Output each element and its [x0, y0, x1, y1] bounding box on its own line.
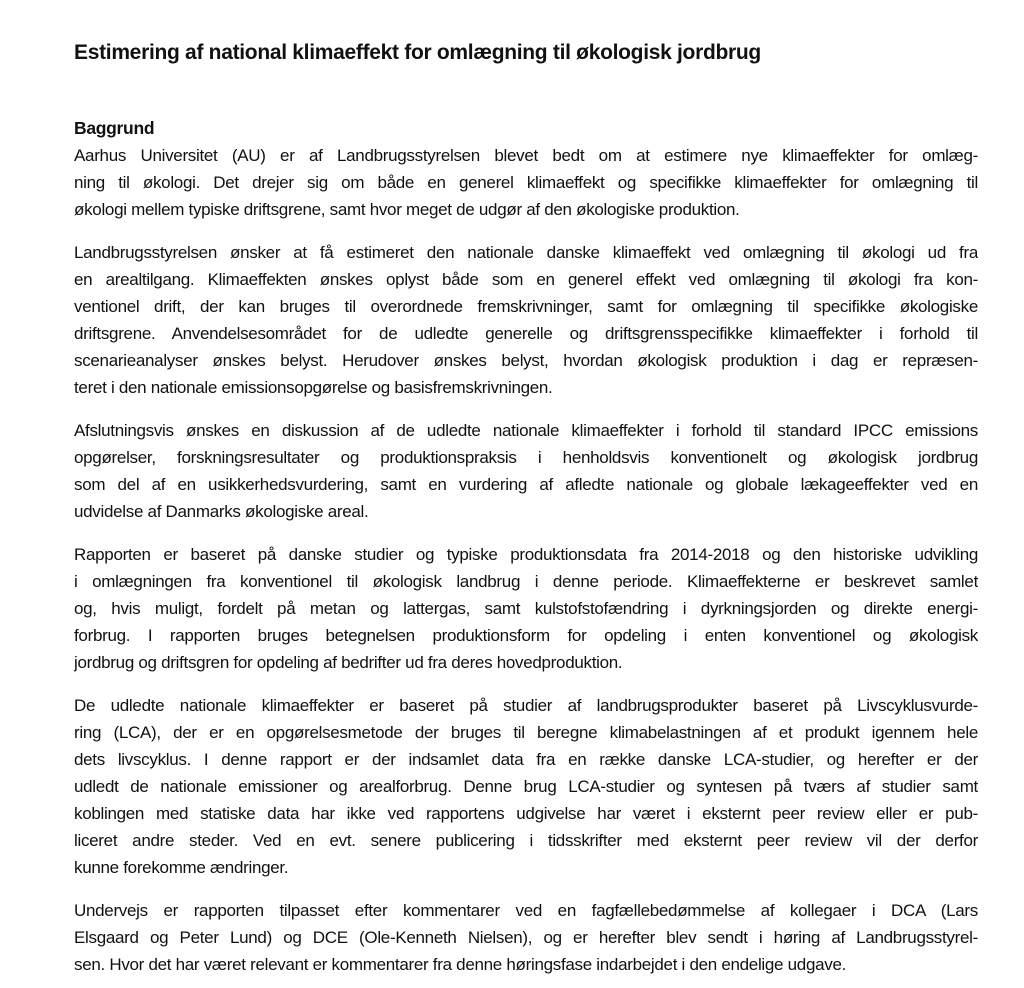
text-line: driftsgrene. Anvendelsesområdet for de udledte generelle og driftsgrensspecifikke klimaeffekter i forhold til: [74, 324, 978, 343]
text-line: Rapporten er baseret på danske studier og typiske produktionsdata fra 2014-2018 og den historiske udvikling: [74, 545, 978, 564]
text-line: De udledte nationale klimaeffekter er baseret på studier af landbrugsprodukter baseret på Livscyklusvurde-: [74, 696, 978, 715]
text-line: ning til økologi. Det drejer sig om både en generel klimaeffekt og specifikke klimaeffekter for omlægning til: [74, 173, 978, 192]
text-line: Landbrugsstyrelsen ønsker at få estimeret den nationale danske klimaeffekt ved omlægning til økologi ud fra: [74, 243, 978, 262]
text-line: teret i den nationale emissionsopgørelse og basisfremskrivningen.: [74, 378, 553, 397]
text-line: jordbrug og driftsgren for opdeling af bedrifter ud fra deres hovedproduktion.: [74, 653, 623, 672]
text-line: scenarieanalyser ønskes belyst. Herudover ønskes belyst, hvordan økologisk produktion i dag er repræsen-: [74, 351, 978, 370]
text-line: Undervejs er rapporten tilpasset efter kommentarer ved en fagfællebedømmelse af kollegaer i DCA (Lars: [74, 901, 978, 920]
text-line: og, hvis muligt, fordelt på metan og lattergas, samt kulstofstofændring i dyrkningsjorden og direkte energi-: [74, 599, 978, 618]
text-line: forbrug. I rapporten bruges betegnelsen produktionsform for opdeling i enten konventionel og økologisk: [74, 626, 978, 645]
text-line: kunne forekomme ændringer.: [74, 858, 289, 877]
text-line: udledt de nationale emissioner og arealforbrug. Denne brug LCA-studier og syntesen på tværs af studier samt: [74, 777, 978, 796]
text-line: dets livscyklus. I denne rapport er der indsamlet data fra en række danske LCA-studier, og herefter er der: [74, 750, 978, 769]
text-line: som del af en usikkerhedsvurdering, samt en vurdering af afledte nationale og globale lækageeffekter ved en: [74, 475, 978, 494]
text-line: opgørelser, forskningsresultater og produktionspraksis i henholdsvis konventionelt og økologisk jordbrug: [74, 448, 978, 467]
text-line: udvidelse af Danmarks økologiske areal.: [74, 502, 369, 521]
text-line: liceret andre steder. Ved en evt. senere publicering i tidsskrifter med eksternt peer review vil der derfor: [74, 831, 978, 850]
section-heading-baggrund: Baggrund: [74, 118, 155, 138]
text-line: en arealtilgang. Klimaeffekten ønskes oplyst både som en generel effekt ved omlægning til økologi fra kon-: [74, 270, 978, 289]
text-line: sen. Hvor det har været relevant er kommentarer fra denne høringsfase indarbejdet i den endelige udgave.: [74, 955, 847, 974]
text-line: økologi mellem typiske driftsgrene, samt hvor meget de udgør af den økologiske produktion.: [74, 200, 740, 219]
text-line: Aarhus Universitet (AU) er af Landbrugsstyrelsen blevet bedt om at estimere nye klimaeffekter for omlæg-: [74, 146, 978, 165]
text-line: Elsgaard og Peter Lund) og DCE (Ole-Kenneth Nielsen), og er herefter blev sendt i høring af Landbrugsstyrel-: [74, 928, 978, 947]
paragraph-2: [74, 239, 978, 401]
paragraph-5: [74, 692, 978, 881]
text-line: i omlægningen fra konventionel til økologisk landbrug i denne periode. Klimaeffekterne er beskrevet samlet: [74, 572, 978, 591]
paragraph-1: [74, 142, 978, 223]
paragraph-6: [74, 897, 978, 978]
paragraph-3: [74, 417, 978, 525]
text-line: Afslutningsvis ønskes en diskussion af de udledte nationale klimaeffekter i forhold til standard IPCC emissions: [74, 421, 978, 440]
paragraph-4: [74, 541, 978, 676]
text-line: koblingen med statiske data har ikke ved rapportens udgivelse har været i eksternt peer review eller er pub-: [74, 804, 978, 823]
text-line: ring (LCA), der er en opgørelsesmetode der bruges til beregne klimabelastningen af et produkt igennem hele: [74, 723, 978, 742]
text-line: ventionel drift, der kan bruges til overordnede fremskrivninger, samt for omlægning til specifikke økologiske: [74, 297, 978, 316]
document-title: Estimering af national klimaeffekt for omlægning til økologisk jordbrug: [74, 41, 761, 64]
